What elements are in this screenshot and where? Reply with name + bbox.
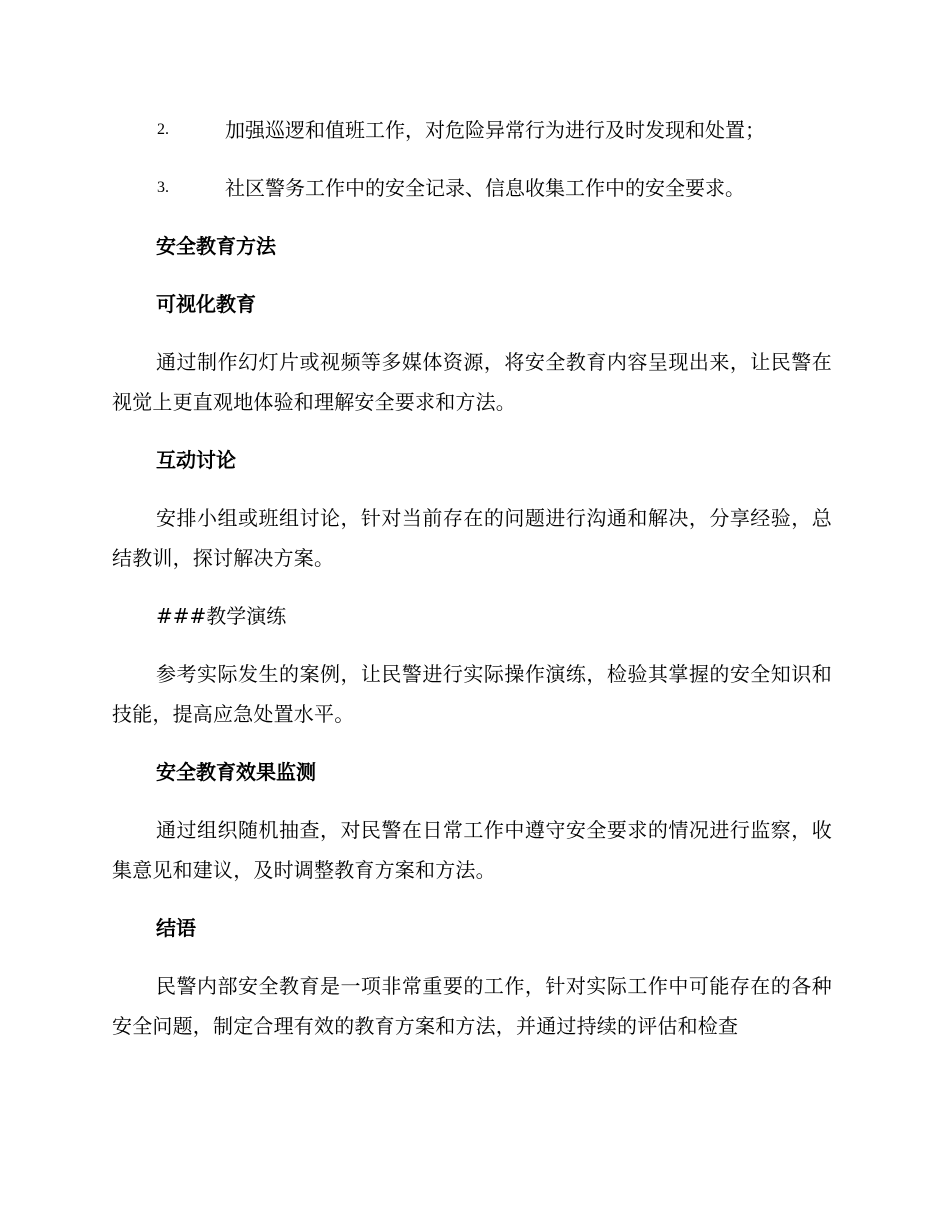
subheading-interactive-discussion: 互动讨论 — [156, 448, 236, 472]
paragraph-interactive-discussion: 安排小组或班组讨论，针对当前存在的问题进行沟通和解决，分享经验，总结教训，探讨解决方案。 — [112, 506, 832, 570]
list-item-number: 3. — [157, 179, 169, 196]
list-item — [112, 112, 832, 148]
section-heading-monitoring: 安全教育效果监测 — [156, 760, 316, 784]
subheading-visual-education: 可视化教育 — [156, 292, 256, 316]
paragraph-conclusion: 民警内部安全教育是一项非常重要的工作，针对实际工作中可能存在的各种安全问题，制定合理有效的教育方案和方法，并通过持续的评估和检查 — [112, 974, 832, 1038]
section-heading-methods: 安全教育方法 — [156, 234, 276, 258]
document-body — [112, 112, 832, 1066]
list-item-text: 加强巡逻和值班工作，对危险异常行为进行及时发现和处置； — [225, 118, 765, 142]
paragraph-visual-education: 通过制作幻灯片或视频等多媒体资源，将安全教育内容呈现出来，让民警在视觉上更直观地体验和理解安全要求和方法。 — [112, 350, 832, 414]
paragraph-monitoring: 通过组织随机抽查，对民警在日常工作中遵守安全要求的情况进行监察，收集意见和建议，及时调整教育方案和方法。 — [112, 818, 832, 882]
list-item-number: 2. — [157, 121, 169, 138]
paragraph-teaching-drill: 参考实际发生的案例，让民警进行实际操作演练，检验其掌握的安全知识和技能，提高应急处置水平。 — [112, 662, 832, 726]
subheading-teaching-drill: ###教学演练 — [156, 604, 287, 628]
list-item — [112, 170, 832, 206]
section-heading-conclusion: 结语 — [156, 916, 196, 940]
list-item-text: 社区警务工作中的安全记录、信息收集工作中的安全要求。 — [225, 176, 745, 200]
